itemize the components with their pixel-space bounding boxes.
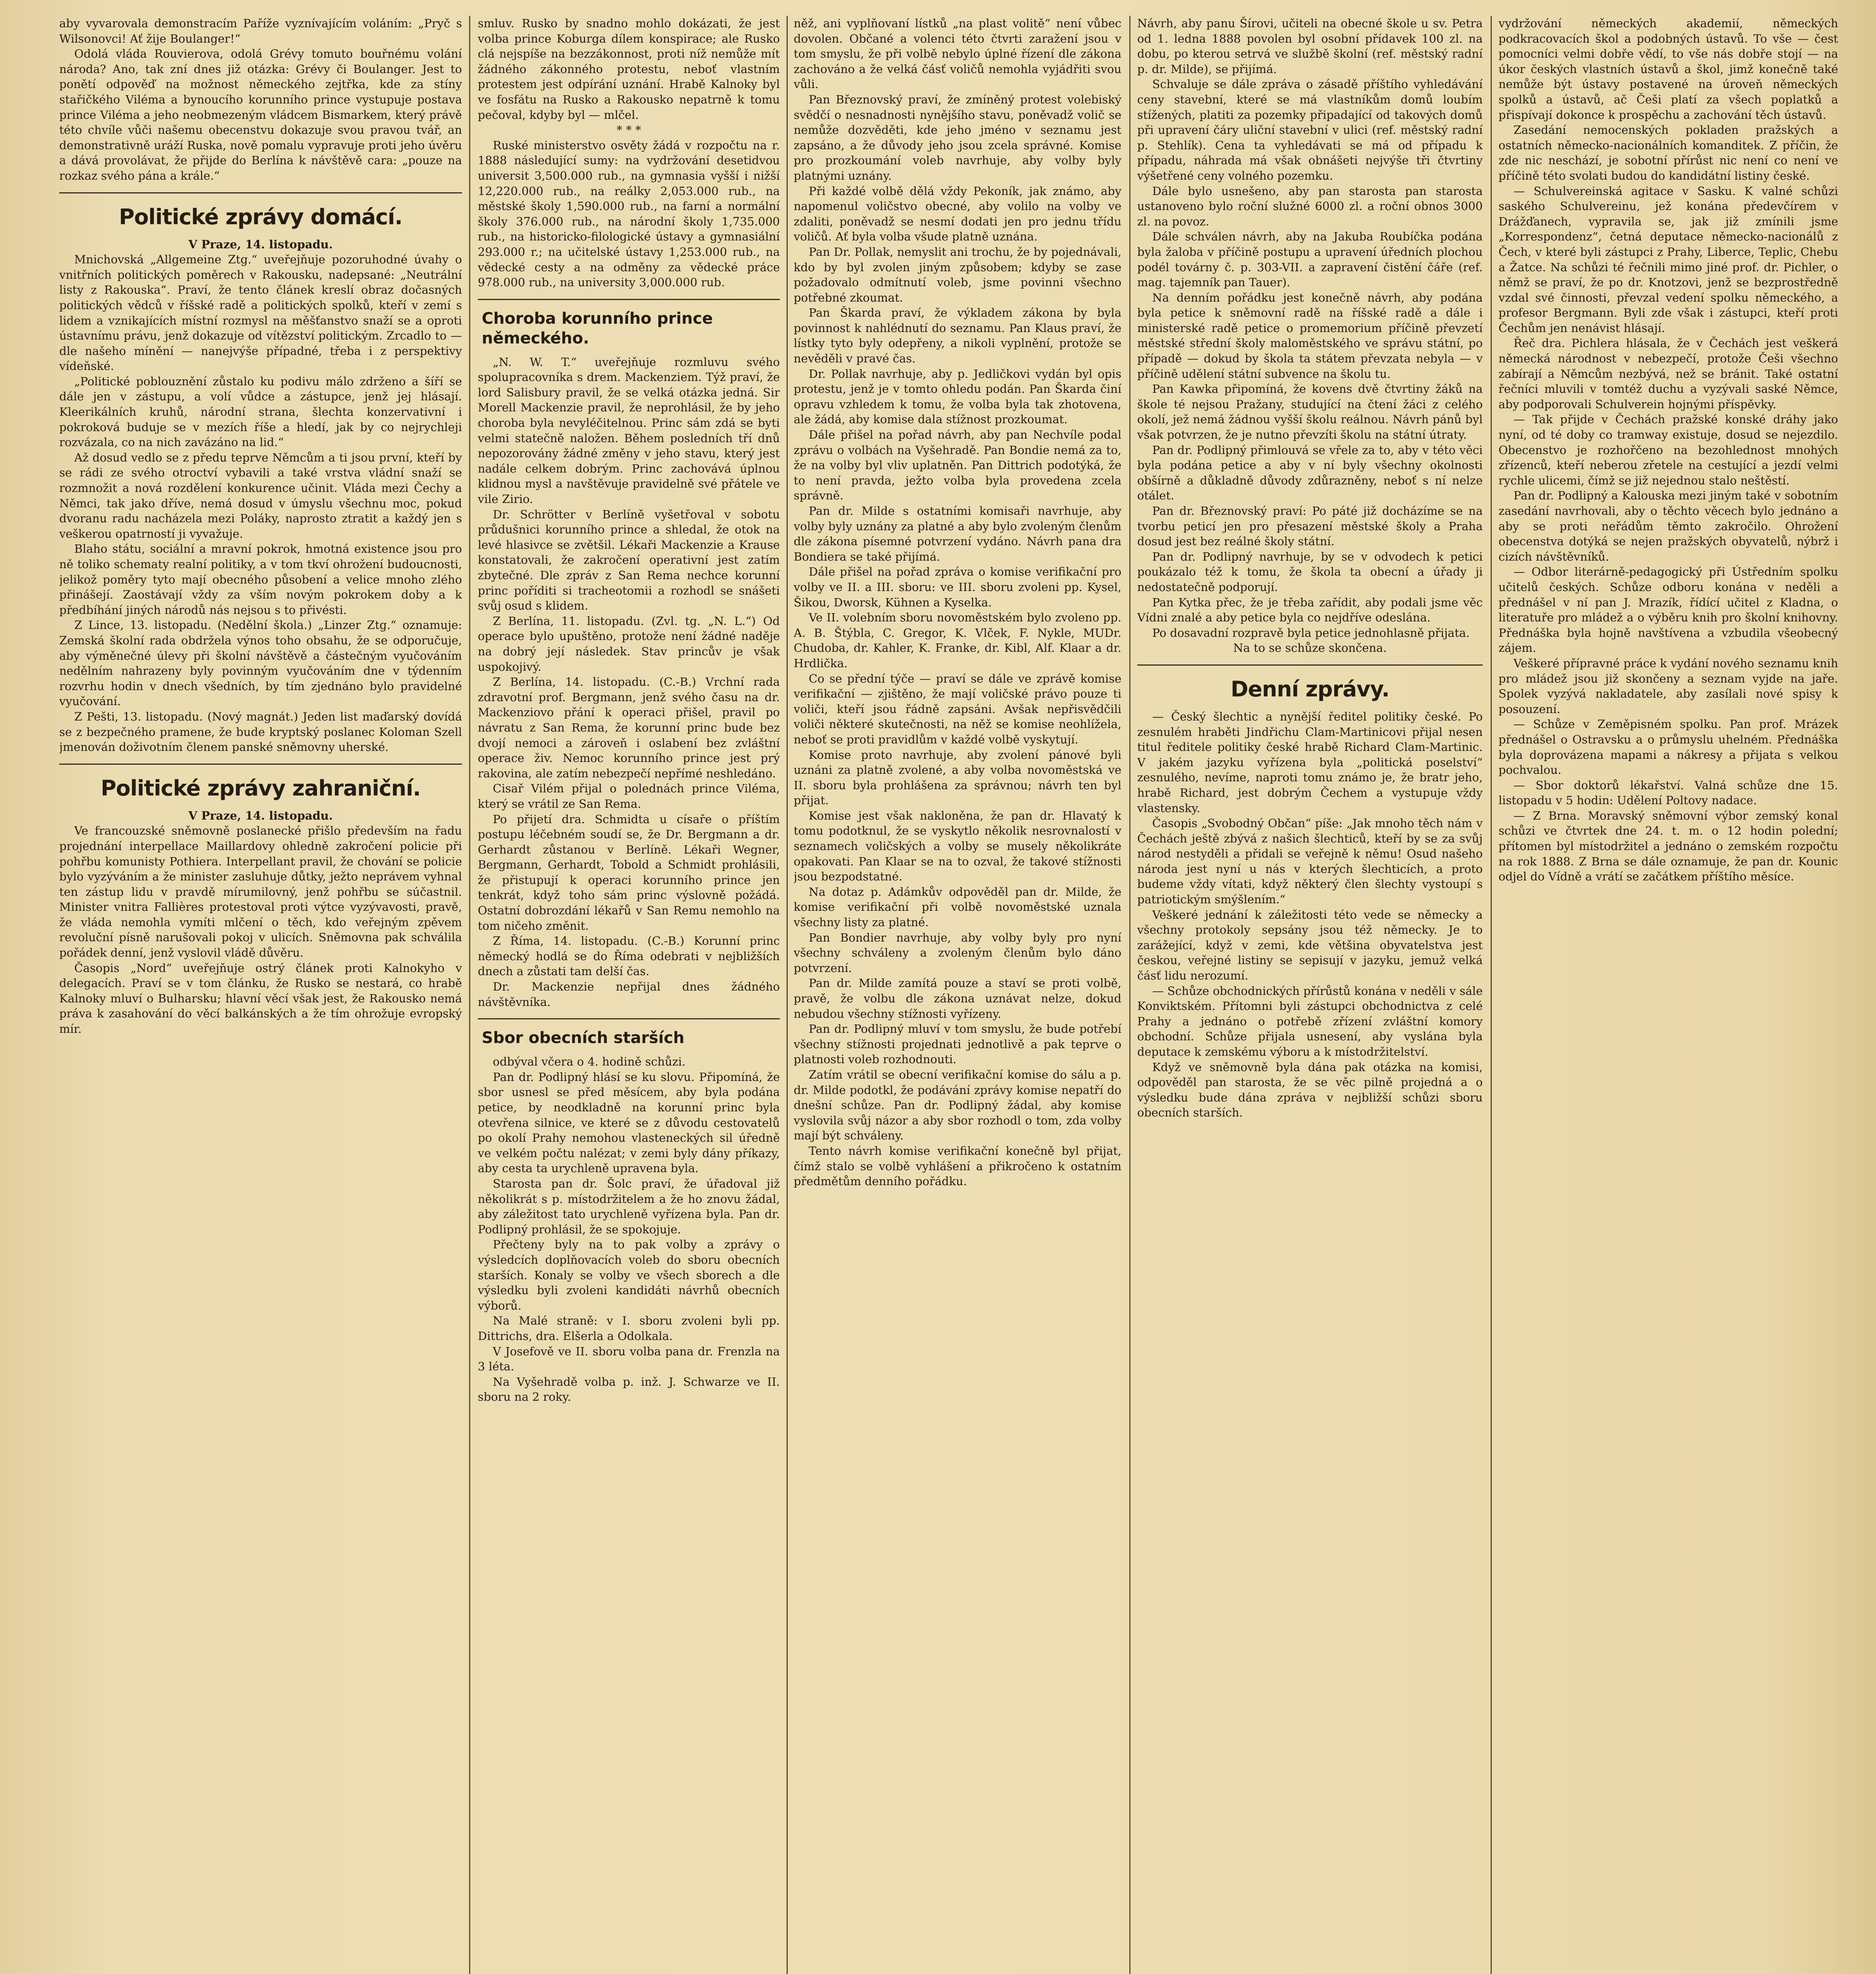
- article-text: Na Vyšehradě volba p. inž. J. Schwarze ve II. sboru na 2 roky.: [478, 1375, 780, 1404]
- article-text: Mnichovská „Allgemeine Ztg.“ uveřejňuje pozoruhodné úvahy o vnitřních politických poměrech v Rakousku, nadepsané: „Neutrální listy z Rakouska“. Praví, že tento článek kreslí obraz dočasných politických vědců v říšské radě a politických spolků, kteří v zemí s lidem a vznikajících místní rozmysl na měšťanstvo snaží se a oproti ústavnímu právu, jenž dokazuje od vítězství politickým. Zrcadlo to — dle našeho mínění — nanejvýše případné, třeba i z perspektivy vídeňské.: [59, 253, 462, 373]
- article-text: Zatím vrátil se obecní verifikační komise do sálu a p. dr. Milde podotkl, že podávání zprávy komise nepatří do dnešní schůze. Pan dr. Podlipný žádal, aby komise vyslovila svůj názor a aby sbor rozhodl o tom, zda volby mají být schváleny.: [794, 1068, 1121, 1143]
- article-text: — Český šlechtic a nynější ředitel politiky české. Po zesnulém hraběti Jindřichu Clam-Martinicovi přijal nesen titul ředitele politiky české hrabě Richard Clam-Martinic. V jakém jazyku vyřízena byla „politická poselství“ zesnulého, nevíme, naproti tomu známo je, že bratr jeho, hrabě Richard, jest dobrým Čechem a vystupuje vždy vlastensky.: [1137, 709, 1483, 815]
- dateline: V Praze, 14. listopadu.: [188, 237, 333, 251]
- article-text: „N. W. T.“ uveřejňuje rozmluvu svého spolupracovníka s drem. Mackenziem. Týž praví, že lord Salisbury pravil, že se velká otázka jedná. Sir Morell Mackenzie pravil, že neprohlásil, že by jeho choroba byla nevyléčitelnou. Princ sám zdá se byti velmi statečně naložen. Během posledních tří dnů nepozorovány žádné změny v jeho stavu, který jest nadále celkem dobrým. Princ zachovává úplnou klidnou mysl a navštěvuje pravidelně své přátele ve vile Zirio.: [478, 355, 780, 506]
- article-text: Pan Škarda praví, že výkladem zákona by byla povinnost k nahlédnutí do seznamu. Pan Klaus praví, že lístky tyto byly odepřeny, a nikoli vyplnění, protože se nevěděli v pravé čas.: [794, 306, 1121, 366]
- article-text: Ruské ministerstvo osvěty žádá v rozpočtu na r. 1888 následující sumy: na vydržování desetidvou universit 3,500.000 rub., na gymnasia vyšší i nižší 12,220.000 rub., na reálky 2,053.000 rub., na městské školy 1,590.000 rub., na farní a normální školy 376.000 rub., na národní školy 1,735.000 rub., na historicko-filologické ústavy a gymnasiální 293.000 r.; na učitelské ústavy 1,253.000 rub., na vědecké cesty a na odměny za vědecké práce 978.000 rub., na university 3,000.000 rub.: [478, 138, 780, 289]
- article-text: Pan dr. Podlipný a Kalouska mezi jiným také v sobotním zasedání navrhovali, aby o těchto věcech bylo jednáno a aby se proti neřádům těmto zakročilo. Ohrožení obecenstva dotýká se nejen pražských obyvatelů, nýbrž i cizích návštěvníků.: [1499, 489, 1838, 563]
- article-text: „Politické poblouznění zůstalo ku podivu málo zdrženo a šíří se dále jen v zástupu, a volí vůdce a zástupce, jenž jej hlásají. Kleerikálních kruhů, národní strana, šlechta konzervativní i pokroková buduje se v mezích říše a hledí, jak by co nejrychleji rozvázala, co na nich zavázáno na lid.“: [59, 374, 462, 449]
- article-text: vydržování německých akademií, německých podkracovacích škol a podobných ústavů. To vše — čest pomocníci velmi dobře vědí, to vše nás dobře stojí — na úkor českých vlastních ústavů a škol, jimž konečně také nemůže být ústavy postavené na úroveň německých spolků a ústavů, ač Češi platí za všech poplatků a přispívají dokonce k prospěchu a zachování těch ústavů.: [1499, 17, 1838, 122]
- divider: [59, 764, 462, 765]
- section-heading-domestic: Politické zprávy domácí.: [119, 204, 402, 229]
- article-text: Dr. Pollak navrhuje, aby p. Jedličkovi vydán byl opis protestu, jenž je v tomto ohledu podán. Pan Škarda činí opravu vzhledem k tomu, že volba byla tak zhotovena, ale žádá, aby komise dala stížnost prozkoumat.: [794, 367, 1121, 426]
- article-text: Pan dr. Podlipný přimlouvá se vřele za to, aby v této věci byla podána petice a aby v ní byly všechny okolnosti obšírně a důkladně důvody zdůrazněny, neboť s ní nelze otálet.: [1137, 443, 1483, 503]
- article-text: Z Pešti, 13. listopadu. (Nový magnát.) Jeden list maďarský dovídá se z bezpečného pramene, že bude kryptský poslanec Koloman Szell jmenován doživotním členem panské sněmovny uherské.: [59, 709, 462, 754]
- article-text: odbýval včera o 4. hodině schůzi.: [493, 1055, 686, 1069]
- article-text: Návrh, aby panu Šírovi, učiteli na obecné škole u sv. Petra od 1. ledna 1888 povolen byl osobní přídavek 100 zl. na dobu, po kterou setrvá ve službě školní (ref. městský radní p. dr. Milde), se přijímá.: [1137, 17, 1483, 76]
- article-text: V Josefově ve II. sboru volba pana dr. Frenzla na 3 léta.: [478, 1344, 780, 1374]
- article-text: Starosta pan dr. Šolc praví, že úřadoval již několikrát s p. místodržitelem a že ho znovu žádal, aby záležitost tato urychleně vyřízena byla. Pan dr. Podlipný prohlásil, že se spokojuje.: [478, 1177, 780, 1236]
- article-text: Dr. Schrötter v Berlíně vyšetřoval v sobotu průdušnici korunního prince a shledal, že otok na levé hlasivce se zvětšil. Lékaři Mackenzie a Krause konstatovali, že zakročení operativní jest zatím zbytečné. Dle zpráv z San Rema nechce korunní princ poříditi si tracheotomii a rozhodl se snášeti svůj osud s klidem.: [478, 507, 780, 613]
- article-text: Pan dr. Milde zamítá pouze a staví se proti volbě, pravě, že volbu dle zákona uznávat nelze, dokud nebudou všechny stížnosti vyřízeny.: [794, 976, 1121, 1021]
- column-4: [1137, 16, 1483, 1974]
- column-rule: [1129, 16, 1130, 1974]
- article-text: Na Malé straně: v I. sboru zvoleni byli pp. Dittrichs, dra. Elšerla a Odolkala.: [478, 1314, 780, 1343]
- column-3: [794, 16, 1121, 1974]
- article-text: Časopis „Svobodný Občan“ píše: „Jak mnoho těch nám v Čechách ještě zbývá z našich šlechticů, kteří by se za svůj národ nestyděli a přidali se veřejně k němu! Osud našeho národa jest nyní u nás v kterých šlechticích, a proto budeme vždy vítati, když některý člen šlechty vystoupí s patriotickým smýšlením.“: [1137, 816, 1483, 906]
- divider: [59, 192, 462, 193]
- article-text: Tento návrh komise verifikační konečně byl přijat, čímž stalo se volbě vyhlášení a přikročeno k ostatním předmětům denního pořádku.: [794, 1144, 1121, 1188]
- column-rule: [787, 16, 788, 1974]
- divider: [1137, 664, 1483, 666]
- article-text: Pan dr. Podlipný navrhuje, by se v odvodech k petici poukázalo též k tomu, že škola ta obecní a úřady ji nedostatečně podporují.: [1137, 550, 1483, 594]
- section-heading-crown-prince: Choroba korunního prince německého.: [482, 309, 713, 347]
- article-text: Zasedání nemocenských pokladen pražských a ostatních německo-nacionálních komanditek. Z příčin, že zde nic neschází, je sobotní přírůst nic není co není ve příčině této svolati budou do kandidátní listiny české.: [1499, 123, 1838, 182]
- article-text: něž, ani vyplňovaní lístků „na plast volitě“ není vůbec dovolen. Občané a volenci této čtvrti zaražení jsou v tom smyslu, že při volbě nebylo úplné řízení dle zákona zachováno a že velká čásť voličů nemohla vyjádřiti svou vůli.: [794, 17, 1121, 91]
- article-text: — Tak přijde v Čechách pražské konské dráhy jako nyní, od té doby co tramway existuje, dosud se nejezdilo. Obecenstvo je rozhořčeno na bezohlednost mnohých zřízenců, kteří neberou zřetele na cestující a jezdí velmi rychle ulicemi, čímž se již nejednou stalo neštěstí.: [1499, 413, 1838, 487]
- article-text: Dále přišel na pořad zpráva o komise verifikační pro volby ve II. a III. sboru: ve III. sboru zvoleni pp. Kysel, Šikou, Dworsk, Kühnen a Kyselka.: [794, 565, 1121, 609]
- article-text: Na denním pořádku jest konečně návrh, aby podána byla petice k sněmovní radě na říšské radě a dále i ministerské radě petice o promemorium příčině převzetí městské střední školy maloměstského ve správu státní, po případě — dokud by škola ta státem převzata nebyla — v příčině udělení státní subvence na školu tu.: [1137, 291, 1483, 381]
- article-text: smluv. Rusko by snadno mohlo dokázati, že jest volba prince Koburga dílem konspirace; ale Rusko clá nejspíše na bezzákonnost, proti níž nemůže mít žádného zákonného protestu, neboť vlastním protestem jest odpírání uznání. Hrabě Kalnoky byl ve fosfátu na Rusko a Rakousko nepatrně k tomu pečoval, kdyby byl — mlčel.: [478, 17, 780, 122]
- article-text: Dále přišel na pořad návrh, aby pan Nechvíle podal zprávu o volbách na Vyšehradě. Pan Bondie nemá za to, že na volby byl vliv uplatněn. Pan Dittrich podotýká, že to není pravda, ježto volba byla provedena zcela správně.: [794, 428, 1121, 503]
- article-text: Pan Bondier navrhuje, aby volby byly pro nyní všechny schváleny a zvoleným členům bylo dáno potvrzení.: [794, 931, 1121, 975]
- article-text: Když ve sněmovně byla dána pak otázka na komisi, odpověděl pan starosta, že se věc pilně projedná a o výsledku bude dána zpráva v nejbližší schůzi sboru obecních starších.: [1137, 1060, 1483, 1120]
- article-text: Odolá vláda Rouvierova, odolá Grévy tomuto bouřnému volání národa? Ano, tak zní dnes již otázka: Grévy či Boulanger. Jest to ponětí odpověď na možnost německého zejtřka, kde za stíny stařičkého Viléma a bynoucího korunního prince vystupuje postava prince Viléma a jeho neobmezeným vládcem Bismarkem, který právě této chvíle vůči našemu obecenstvu dokazuje svou pravou tvář, an demonstrativně uráží Ruska, nově pomalu vypravuje proti jeho úvěru a dává provolávat, že přijde do Berlína k návštěvě cara: „pouze na rozkaz svého pána a krále.“: [59, 47, 462, 182]
- column-rule: [1491, 16, 1492, 1974]
- article-text: Po dosavadní rozpravě byla petice jednohlasně přijata.: [1152, 626, 1470, 640]
- article-text: Blaho státu, sociální a mravní pokrok, hmotná existence jsou pro ně toliko schematy realní politiky, a v tom tkví ohrožení budoucnosti, jelikož poměry tyto mají obecného působení a velice mnoho zlého přinášejí. Zaostávají vždy za vším novým pokrokem doby a k předbíhání jiných národů nás nejsou s to přivésti.: [59, 542, 462, 617]
- article-text: Ve francouzské sněmovně poslanecké přišlo především na řadu projednání interpellace Maillardovy ohledně zakročení policie při pohřbu komunisty Pothiera. Interpellant pravil, že chování se policie bylo vyzýváním a že minister zasluhuje důtky, ježto neprávem vyhnal ten zástup lidu v pravdě mírumilovný, jenž pohřbu se súčastnil. Minister vnitra Fallières protestoval proti výtce vyzývavosti, pravě, že vláda nemohla vymíti mlčení o těch, kdo veřejným zpěvem revoluční písně narušovali pokoj v ulicích. Sněmovna pak schválila pořádek denní, jenž vyslovil vládě důvěru.: [59, 824, 462, 960]
- article-text: Pan dr. Milde s ostatními komisaři navrhuje, aby volby byly uznány za platné a aby bylo zvoleným členům dle zákona písemné potvrzení vydáno. Návrh pana dra Bondiera se také přijímá.: [794, 504, 1121, 563]
- article-text: Z Říma, 14. listopadu. (C.-B.) Korunní princ německý hodlá se do Říma odebrati v nejbližších dnech a zůstati tam delší čas.: [478, 934, 780, 978]
- article-text: — Odbor literárně-pedagogický při Ústředním spolku učitelů českých. Schůze odboru konána v neděli a přednášel v ní pan J. Mrazík, řídící učitel z Kladna, o literatuře pro mládež a o výběru knih pro školní knihovny. Přednáška byla hojně navštívena a vzbudila všeobecný zájem.: [1499, 565, 1838, 655]
- article-text: Řeč dra. Pichlera hlásala, že v Čechách jest veškerá německá národnost v nebezpečí, protože Češi všechno zabírají a Němcům nezbývá, než se bránit. Také ostatní řečníci mluvili v tomtéž duchu a vyzývali saské Němce, aby podporovali Schulverein hojnými příspěvky.: [1499, 336, 1838, 411]
- article-text: — Z Brna. Moravský sněmovní výbor zemský konal schůzi ve čtvrtek dne 24. t. m. o 12 hodin polední; přítomen byl místodržitel a jednáno o zemském rozpočtu na rok 1888. Z Brna se dále oznamuje, že pan dr. Kounic odjel do Vídně a vrátí se začátkem příštího měsíce.: [1499, 809, 1838, 884]
- divider: [478, 1018, 780, 1019]
- article-text: Pan Kawka připomíná, že kovens dvě čtvrtiny žáků na škole té nejsou Pražany, studující na čtení žáci z celého okolí, jež nemá žádnou vyšší školu reálnou. Návrh pánů byl však potvrzen, že je nutno převzíti školu na státní útraty.: [1137, 382, 1483, 442]
- divider: [478, 299, 780, 300]
- article-text: Pan dr. Podlipný hlásí se ku slovu. Připomíná, že sbor usnesl se před měsícem, aby byla podána petice, by neodkladně na korunní princ byla otevřena silnice, ve které se z důvodu cestovatelů po okolí Prahy nemohou vlasteneckých sil úředně ve velkém počtu nalézat; v zemi byly dány příkazy, aby cesta ta urychleně upravena byla.: [478, 1070, 780, 1175]
- article-text: Na to se schůze skončena.: [1233, 641, 1387, 655]
- article-text: Na dotaz p. Adámkův odpověděl pan dr. Milde, že komise verifikační při volbě novoměstské uznala všechny listy za platné.: [794, 885, 1121, 929]
- article-text: — Schulvereinská agitace v Sasku. K valné schůzi saského Schulvereinu, jež konána předevčírem v Drážďanech, vypravila se, jak již zmínili jsme „Korrespondenz“, četná deputace německo-nacionálů z Čech, v které byli zástupci z Prahy, Liberce, Teplic, Chebu a Žatce. Na schůzi té řečnili mimo jiné prof. dr. Pichler, o němž se praví, že po dr. Knotzovi, jenž se bezprostředně vzdal své činnosti, převzal vedení spolku německého, a profesor Bergmann. Byli zde však i zástupci, kteří proti Čechům jen nenávist hlásají.: [1499, 184, 1838, 335]
- column-2: [478, 16, 780, 1974]
- article-text: Dále bylo usnešeno, aby pan starosta pan starosta ustanoveno bylo roční služné 6000 zl. a roční obnos 3000 zl. na povoz.: [1137, 184, 1483, 228]
- article-text: Veškeré přípravné práce k vydání nového seznamu knih pro mládež jsou již skončeny a seznam vyjde na jaře. Spolek vyzývá nakladatele, aby zasílali nové spisy k posouzení.: [1499, 656, 1838, 716]
- article-text: Schvaluje se dále zpráva o zásadě příštího vyhledávání ceny stavební, které se má vlastníkům domů loubím stížených, platiti za pozemky připadající od takových domů při upravení čáry uliční stavební v ulici (ref. městský radní p. Stehlík). Cena ta vyhledávati se má od případu k případu, náhrada má však obnášeti nejvýše tři čtvrtiny výšetřené ceny volného pozemku.: [1137, 77, 1483, 182]
- column-1: [59, 16, 462, 1974]
- section-heading-council: Sbor obecních starších: [482, 1029, 685, 1047]
- article-text: Co se přední týče — praví se dále ve zprávě komise verifikační — zjištěno, že mají voličské právo pouze ti voliči, kteří jsou řádně zapsáni. Avšak nepřisvědčili voliči některé skutečnosti, na něž se komise neohlížela, neboť se proti pravidlům v každé volbě vyskytují.: [794, 672, 1121, 746]
- article-text: Veškeré jednání k záležitosti této vede se německy a všechny protokoly sepsány jsou též německy. Je to zarážející, když v zemi, kde většina obyvatelstva jest českou, veřejné listiny se sepisují v jazyku, jemuž velká čásť lidu nerozumí.: [1137, 908, 1483, 983]
- article-text: Z Berlína, 11. listopadu. (Zvl. tg. „N. L.“) Od operace bylo upuštěno, protože není žádné naděje na dobrý její následek. Stav princův je však uspokojivý.: [478, 614, 780, 674]
- article-text: Cisař Vilém přijal o polednách prince Viléma, který se vrátil ze San Rema.: [478, 782, 780, 811]
- article-text: Přečteny byly na to pak volby a zprávy o výsledcích doplňovacích voleb do sboru obecních starších. Konaly se volby ve všech sborech a dle výsledku byli zvoleni kandidáti návrhů obecních výborů.: [478, 1238, 780, 1312]
- section-heading-daily-news: Denní zprávy.: [1230, 676, 1390, 702]
- column-rule: [469, 16, 470, 1974]
- article-text: Dr. Mackenzie nepřijal dnes žádného návštěvníka.: [478, 980, 780, 1009]
- separator-stars: * * *: [616, 123, 641, 137]
- article-text: Komise jest však nakloněna, že pan dr. Hlavatý k tomu podotknul, že se vyskytlo několik nesrovnalostí v seznamech voličských a volby se musely několikráte opakovati. Pan Klaar se na to ozval, že takové stížnosti jsou bezpodstatné.: [794, 809, 1121, 884]
- dateline: V Praze, 14. listopadu.: [188, 809, 333, 822]
- article-text: Ve II. volebním sboru novoměstském bylo zvoleno pp. A. B. Štýbla, C. Gregor, K. Vlček, F. Nykle, MUDr. Chudoba, dr. Kahler, K. Franke, dr. Kibl, Alf. Klaar a dr. Hrdlička.: [794, 611, 1121, 670]
- article-text: Po přijetí dra. Schmidta u císaře o příštím postupu léčebném soudí se, že Dr. Bergmann a dr. Gerhardt zůstanou v Berlíně. Lékaři Wegner, Bergmann, Gerhardt, Tobold a Schmidt prohlásili, že přistupují k operaci korunního prince jen tenkrát, když toho sám princ výslovně požádá. Ostatní dobrozdání lékařů v San Remu nemohlo na tom ničeho změnit.: [478, 812, 780, 933]
- article-text: Při každé volbě dělá vždy Pekoník, jak známo, aby napomenul voličstvo obecné, aby volilo na volby ve zdaliti, poněvadž se nesmí dodati jen pro jednu třídu voličů. Ať byla volba všude platně uznána.: [794, 184, 1121, 244]
- article-text: aby vyvarovala demonstracím Paříže vyznívajícím voláním: „Pryč s Wilsonovci! Ať žije Boulanger!“: [59, 17, 462, 45]
- article-text: Z Lince, 13. listopadu. (Nedělní škola.) „Linzer Ztg.“ oznamuje: Zemská školní rada obdržela výnos toho obsahu, že se odporučuje, aby výměnečné úlevy při školní návštěvě a částečným vyučováním nedělním nahrazeny byly povinným vyučováním dne v týdenním rozvrhu hodin v dnech všedních, by tím zjednáno bylo pravidelné vyučování.: [59, 618, 462, 708]
- section-heading-foreign: Politické zprávy zahraniční.: [100, 775, 421, 801]
- article-text: Až dosud vedlo se z předu teprve Němcům a ti jsou první, kteří by se rádi ze svého otroctví vybavili a také vrstva vládní snaží se rozmnožit a nová rozdělení konkurence učinit. Vláda mezi Čechy a Němci, tak jako dříve, nemá dosud v úmyslu všechnu moc, pokud dvoranu radu nacházela mezi Poláky, naprosto ztratit a každý jen s veškerou opatrností ji vyvažuje.: [59, 450, 462, 540]
- article-text: Časopis „Nord“ uveřejňuje ostrý článek proti Kalnokyho v delegacích. Praví se v tom článku, že Rusko se nestará, co hrabě Kalnoky mluví o Bulharsku; hlavní věcí však jest, že Rakousko nemá práva k zasahování do věcí balkánských a že tím ohrožuje evropský mír.: [59, 961, 462, 1036]
- article-text: Pan dr. Březnovský praví: Po páté již docházíme se na tvorbu peticí jen pro přesazení městské školy a Praha dosud jest bez reálné školy státní.: [1137, 504, 1483, 548]
- article-text: Pan Březnovský praví, že zmíněný protest volebiský svědčí o nesnadnosti nynějšího stavu, poněvadž volič se nemůže dozvěděti, kde jeho jméno v seznamu jest zapsáno, a že důvody jeho jsou zcela správné. Komise pro prozkoumání voleb navrhuje, aby volby byly platnými uznány.: [794, 92, 1121, 182]
- article-text: Z Berlína, 14. listopadu. (C.-B.) Vrchní rada zdravotní prof. Bergmann, jenž svého času na dr. Mackenziovo přání k operaci přišel, pravil po návratu z San Rema, že korunní princ bude bez dvojí nemoci a zároveň i oslabení bez zvláštní operace živ. Nemoc korunního prince jest prý rakovina, ale zatím nebezpečí nepřímé neshledáno.: [478, 675, 780, 780]
- article-text: Pan dr. Podlipný mluví v tom smyslu, že bude potřebí všechny stížnosti projednati jednotlivě a pak teprve o platnosti voleb rozhodnouti.: [794, 1022, 1121, 1066]
- article-text: — Sbor doktorů lékařství. Valná schůze dne 15. listopadu v 5 hodin: Udělení Poltovy nadace.: [1499, 778, 1838, 807]
- article-text: Dále schválen návrh, aby na Jakuba Roubíčka podána byla žaloba v příčině postupu a upravení úředních plochou podél továrny č. p. 303-VII. a zapravení čistění čáře (ref. mag. tajemník pan Tauer).: [1137, 230, 1483, 289]
- article-text: — Schůze v Zeměpisném spolku. Pan prof. Mrázek přednášel o Ostravsku a o průmyslu uhelném. Přednáška byla doprovázena mapami a nákresy a přijata s velkou pochvalou.: [1499, 717, 1838, 777]
- column-5: [1499, 16, 1838, 1974]
- article-text: Komise proto navrhuje, aby zvolení pánové byli uznáni za platně zvolené, a aby volba novoměstská ve II. sboru byla prohlášena za správnou; návrh ten byl přijat.: [794, 748, 1121, 807]
- article-text: — Schůze obchodnických přírůstů konána v neděli v sále Konviktském. Přítomni byli zástupci obchodnictva z celé Prahy a jednáno o potřebě zřízení zvláštní komory obchodní. Schůze přijala usnesení, aby vyslána byla deputace k zemskému výboru a k místodržitelství.: [1137, 984, 1483, 1058]
- article-text: Pan Dr. Pollak, nemyslit ani trochu, že by pojednávali, kdo by byl zvolen jiným způsobem; kdyby se zase požadovalo odmítnutí voleb, jsme povinni všechno potřebné zkoumat.: [794, 245, 1121, 304]
- article-text: Pan Kytka přec, že je třeba zařídit, aby podali jsme věc Vídni znalé a aby petice byla co nejdříve odeslána.: [1137, 595, 1483, 625]
